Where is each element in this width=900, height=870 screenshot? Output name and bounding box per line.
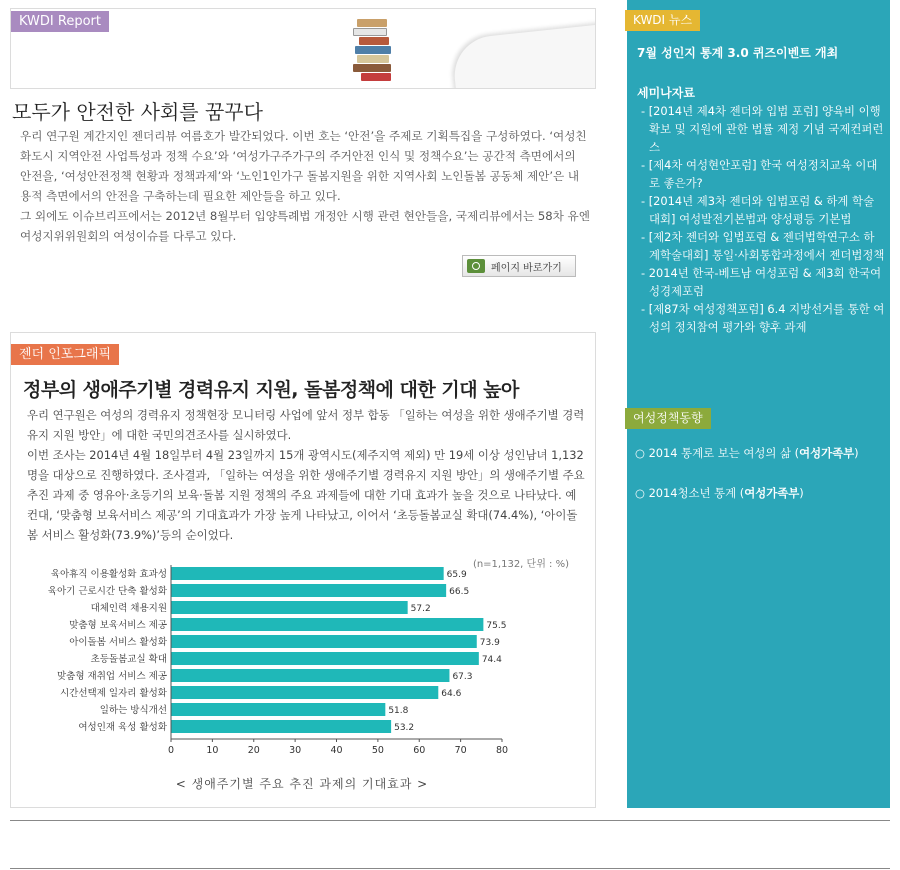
policy-tag: 여성정책동향: [625, 408, 711, 429]
value-label: 66.5: [449, 587, 470, 597]
category-label: 대체인력 채용지원: [90, 603, 167, 614]
news-headline-link[interactable]: 7월 성인지 통계 3.0 퀴즈이벤트 개최: [637, 46, 839, 60]
seminar-link[interactable]: - 2014년 한국-베트남 여성포럼 & 제3회 한국여성경제포럼: [641, 264, 885, 300]
bar: [171, 686, 438, 699]
policy-link[interactable]: ○ 2014 통계로 보는 여성의 삶 (여성가족부): [635, 444, 885, 462]
seminar-link[interactable]: - [2014년 제4차 젠더와 입법 포럼] 양육비 이행확보 및 지원에 관한 법률 제정 기념 국제컨퍼런스: [641, 102, 885, 156]
paper-illustration: [451, 22, 596, 89]
seminar-link[interactable]: - [제2차 젠더와 입법포럼 & 젠더법학연구소 하계학술대회] 통일·사회통합과정에서 젠더법정책: [641, 228, 885, 264]
policy-list: [635, 444, 885, 524]
x-tick-label: 10: [206, 745, 219, 756]
bar: [171, 652, 479, 665]
x-tick-label: 40: [330, 745, 343, 756]
bar: [171, 618, 483, 631]
infographic-tag: 젠더 인포그래픽: [11, 344, 119, 365]
books-icon: [343, 13, 403, 87]
infographic-paragraph: 우리 연구원은 여성의 경력유지 정책현장 모니터링 사업에 앞서 정부 합동 「일하는 여성을 위한 생애주기별 경력유지 지원 방안」에 대한 국민의견조사를 실시하였다.: [27, 408, 585, 442]
infographic-body: [27, 405, 587, 545]
value-label: 57.2: [410, 604, 431, 614]
value-label: 73.9: [479, 638, 500, 648]
value-label: 67.3: [452, 672, 473, 682]
report-banner: [10, 8, 596, 89]
value-label: 53.2: [394, 723, 415, 733]
value-label: 51.8: [388, 706, 409, 716]
x-tick-label: 0: [167, 745, 175, 756]
bar: [171, 584, 446, 597]
bar-chart: [17, 553, 587, 803]
chart-caption: < 생애주기별 주요 추진 과제의 기대효과 >: [175, 777, 429, 791]
value-label: 75.5: [486, 621, 507, 631]
divider-top: [10, 820, 890, 821]
report-paragraph: 그 외에도 이슈브리프에서는 2012년 8월부터 입양특례법 개정안 시행 관련 현안들을, 국제리뷰에서는 58차 유엔여성지위위원회의 여성이슈를 다루고 있다.: [20, 209, 590, 243]
go-to-page-button[interactable]: [462, 255, 576, 277]
sidebar: [627, 0, 890, 808]
report-title: 모두가 안전한 사회를 꿈꾸다: [12, 100, 263, 124]
x-tick-label: 20: [247, 745, 260, 756]
magnifier-icon: [467, 259, 485, 273]
report-body: [20, 126, 590, 246]
chart-unit: (n=1,132, 단위 : %): [472, 559, 569, 570]
bar: [171, 703, 385, 716]
value-label: 64.6: [441, 689, 462, 699]
report-tag: KWDI Report: [11, 11, 109, 32]
x-tick-label: 80: [495, 745, 509, 756]
divider-bottom: [10, 868, 890, 869]
seminar-list: [641, 102, 885, 336]
news-tag: KWDI 뉴스: [625, 10, 700, 31]
category-label: 초등돌봄교실 확대: [90, 654, 167, 665]
value-label: 74.4: [481, 655, 502, 665]
report-paragraph: 우리 연구원 계간지인 젠더리뷰 여름호가 발간되었다. 이번 호는 ‘안전’을 주제로 기획특집을 구성하였다. ‘여성친화도시 지역안전 사업특성과 정책 수요’와 ‘여성가구주가구의 주거안전 인식 및 정책수요’는 공간적 측면에서의 안전을, ‘여성안전정책 현황과 정책과제’와 ‘노인1인가구 돌봄지원을 위한 지역사회 노인돌봄 공동체 제안’은 내용적 측면에서의 안전을 구축하는데 필요한 제안들을 하고 있다.: [20, 129, 587, 203]
bar: [171, 669, 449, 682]
bar: [171, 720, 391, 733]
infographic-title: 정부의 생애주기별 경력유지 지원, 돌봄정책에 대한 기대 높아: [23, 379, 519, 401]
policy-link[interactable]: ○ 2014청소년 통계 (여성가족부): [635, 484, 885, 502]
bar: [171, 567, 444, 580]
category-label: 일하는 방식개선: [99, 705, 167, 716]
chart-svg: [17, 553, 587, 773]
x-tick-label: 70: [454, 745, 467, 756]
category-label: 육아휴직 이용활성화 효과성: [50, 569, 167, 580]
category-label: 육아기 근로시간 단축 활성화: [47, 586, 167, 597]
infographic-panel: [10, 332, 596, 808]
bar: [171, 601, 408, 614]
bar: [171, 635, 477, 648]
x-tick-label: 50: [371, 745, 384, 756]
category-label: 아이돌봄 서비스 활성화: [69, 637, 167, 648]
seminar-link[interactable]: - [제87차 여성정책포럼] 6.4 지방선거를 통한 여성의 정치참여 평가와 향후 과제: [641, 300, 885, 336]
seminar-title: 세미나자료: [637, 86, 695, 100]
x-tick-label: 60: [413, 745, 426, 756]
category-label: 맞춤형 재취업 서비스 제공: [56, 671, 167, 682]
go-to-page-label: 페이지 바로가기: [491, 262, 562, 274]
category-label: 맞춤형 보육서비스 제공: [69, 620, 167, 631]
seminar-link[interactable]: - [제4차 여성현안포럼] 한국 여성정치교육 이대로 좋은가?: [641, 156, 885, 192]
value-label: 65.9: [446, 570, 467, 580]
category-label: 여성인재 육성 활성화: [78, 722, 167, 733]
x-tick-label: 30: [289, 745, 302, 756]
infographic-paragraph: 이번 조사는 2014년 4월 18일부터 4월 23일까지 15개 광역시도(제주지역 제외) 만 19세 이상 성인남녀 1,132명을 대상으로 진행하였다. 조사결과, 「일하는 여성을 위한 생애주기별 경력유지 지원 방안」의 생애주기별 주요 추진 과제 중 영유아·초등기의 보육·돌봄 지원 정책의 주요 과제들에 대한 기대 효과가 높을 것으로 나타났다. 예컨대, ‘맞춤형 보육서비스 제공’의 기대효과가 가장 높게 나타났고, 이어서 ‘초등돌봄교실 확대(74.4%), ‘아이돌봄 서비스 활성화(73.9%)’등의 순이었다.: [27, 448, 585, 542]
seminar-link[interactable]: - [2014년 제3차 젠더와 입법포럼 & 하계 학술대회] 여성발전기본법과 양성평등 기본법: [641, 192, 885, 228]
category-label: 시간선택제 일자리 활성화: [60, 688, 167, 699]
